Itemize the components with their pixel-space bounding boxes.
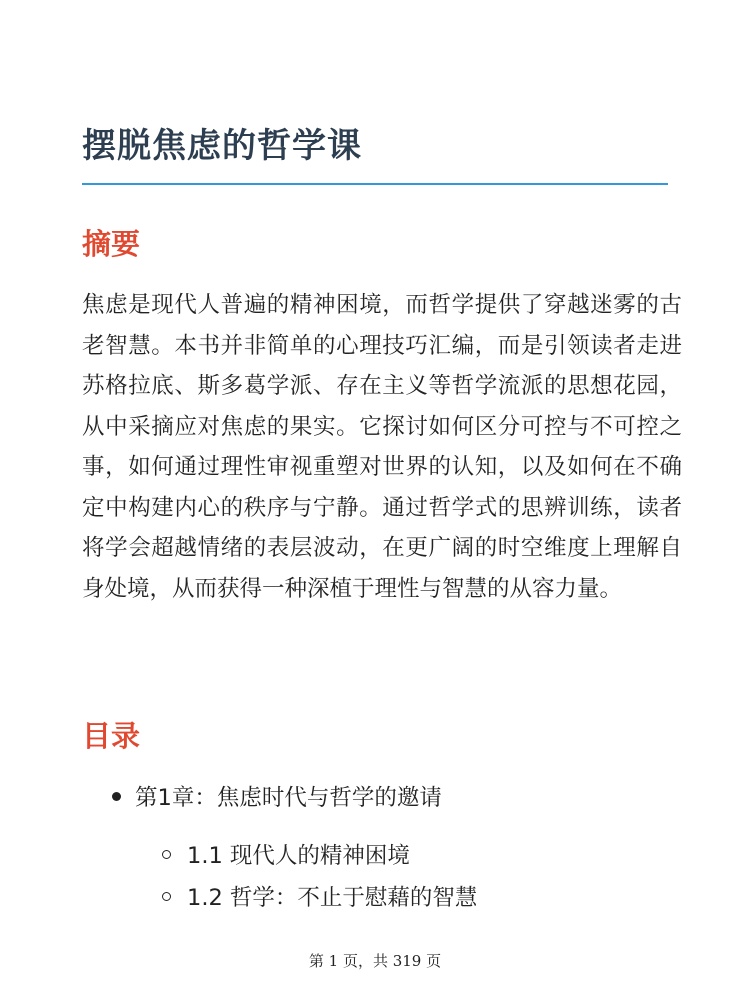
toc-item-chapter-1[interactable] — [112, 780, 442, 812]
toc-item-label: 1.1 现代人的精神困境 — [187, 843, 410, 869]
bullet-circle-icon — [162, 892, 171, 901]
document-title: 摆脱焦虑的哲学课 — [82, 126, 362, 166]
toc-heading: 目录 — [82, 719, 141, 753]
page-number-footer: 第 1 页，共 319 页 — [308, 952, 442, 970]
abstract-heading: 摘要 — [82, 227, 141, 261]
toc-item-label: 第1章：焦虑时代与哲学的邀请 — [135, 785, 442, 811]
toc-item-section-1-2[interactable] — [162, 880, 477, 912]
toc-item-label: 1.2 哲学：不止于慰藉的智慧 — [187, 885, 478, 911]
abstract-paragraph: 焦虑是现代人普遍的精神困境，而哲学提供了穿越迷雾的古老智慧。本书并非简单的心理技巧汇编，而是引领读者走进苏格拉底、斯多葛学派、存在主义等哲学流派的思想花园，从中采摘应对焦虑的果实。它探讨如何区分可控与不可控之事，如何通过理性审视重塑对世界的认知，以及如何在不确定中构建内心的秩序与宁静。通过哲学式的思辨训练，读者将学会超越情绪的表层波动，在更广阔的时空维度上理解自身处境，从而获得一种深植于理性与智慧的从容力量。 — [82, 292, 682, 602]
toc-item-section-1-1[interactable] — [162, 838, 410, 870]
bullet-disc-icon — [112, 792, 121, 801]
bullet-circle-icon — [162, 850, 171, 859]
title-divider — [82, 183, 668, 185]
